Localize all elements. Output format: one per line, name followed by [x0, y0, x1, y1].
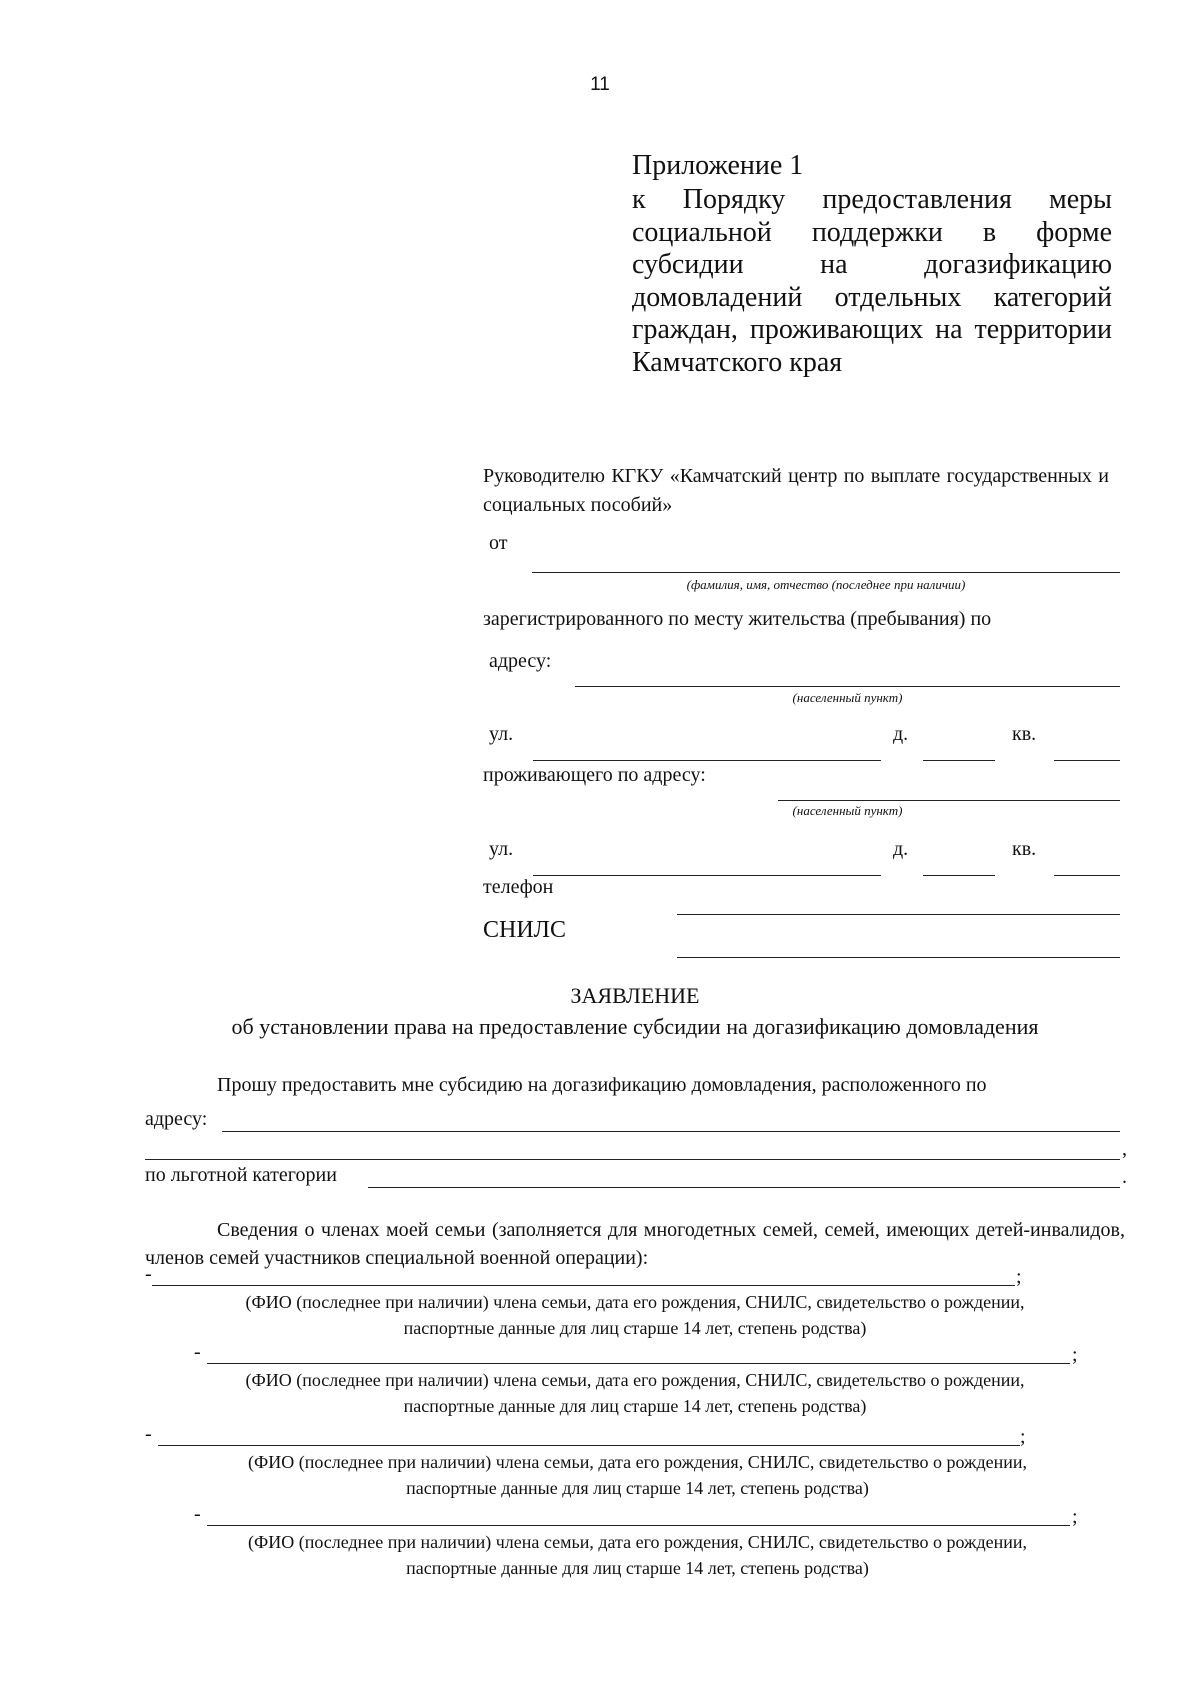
- member-3-end: ;: [1020, 1426, 1026, 1448]
- member-2-field[interactable]: [207, 1363, 1070, 1364]
- member-1-end: ;: [1016, 1266, 1022, 1288]
- member-4-caption-line-2: паспортные данные для лиц старше 14 лет, степень родства): [406, 1558, 869, 1578]
- applicant-name-field[interactable]: [532, 572, 1120, 573]
- registered-label: зарегистрированного по месту жительства (пребывания) по: [483, 608, 992, 630]
- page-number: 11: [590, 74, 610, 95]
- member-2-caption-line-2: паспортные данные для лиц старше 14 лет, степень родства): [403, 1396, 867, 1416]
- category-label: по льготной категории: [145, 1164, 337, 1186]
- residing-street-label: ул.: [489, 838, 514, 860]
- name-caption: (фамилия, имя, отчество (последнее при наличии): [686, 577, 966, 592]
- member-4-field[interactable]: [207, 1525, 1070, 1526]
- member-3-caption-line-2: паспортные данные для лиц старше 14 лет, степень родства): [406, 1478, 869, 1498]
- residing-house-label: д.: [893, 838, 909, 860]
- member-1-dash: -: [145, 1263, 152, 1285]
- statement-title: ЗАЯВЛЕНИЕ: [570, 983, 700, 1008]
- member-4-end: ;: [1072, 1506, 1078, 1528]
- member-3-dash: -: [145, 1423, 152, 1445]
- phone-label: телефон: [483, 876, 554, 898]
- registered-street-field[interactable]: [533, 760, 881, 761]
- member-2-caption-line-1: (ФИО (последнее при наличии) члена семьи, дата его рождения, СНИЛС, свидетельство о рождении,: [245, 1370, 1025, 1390]
- member-2-end: ;: [1072, 1344, 1078, 1366]
- category-field[interactable]: [368, 1187, 1120, 1188]
- member-4-dash: -: [194, 1503, 201, 1525]
- member-1-caption-line-1: (ФИО (последнее при наличии) члена семьи, дата его рождения, СНИЛС, свидетельство о рождении,: [245, 1292, 1025, 1312]
- snils-field[interactable]: [677, 957, 1120, 958]
- registered-apartment-label: кв.: [1012, 723, 1037, 745]
- residing-house-field[interactable]: [923, 875, 995, 876]
- member-3-caption-line-1: (ФИО (последнее при наличии) члена семьи, дата его рождения, СНИЛС, свидетельство о рождении,: [248, 1452, 1027, 1472]
- registered-house-label: д.: [893, 723, 909, 745]
- residing-locality-caption: (населенный пункт): [792, 803, 903, 818]
- member-1-caption-line-2: паспортные данные для лиц старше 14 лет, степень родства): [403, 1318, 867, 1338]
- residing-apartment-label: кв.: [1012, 838, 1037, 860]
- appendix-title: Приложение 1: [632, 150, 804, 181]
- family-members-paragraph: Сведения о членах моей семьи (заполняется для многодетных семей, семей, имеющих детей-инвалидов, членов семей участников специальной военной операции):: [145, 1219, 1125, 1269]
- property-address-label: адресу:: [145, 1108, 208, 1130]
- from-label: от: [489, 532, 508, 554]
- registered-locality-field[interactable]: [575, 686, 1120, 687]
- appendix-reference: к Порядку предоставления меры социальной поддержки в форме субсидии на догазификацию домовладений отдельных категорий граждан, проживающих на территории Камчатского края: [632, 184, 1112, 378]
- phone-field[interactable]: [677, 914, 1120, 915]
- member-4-caption-line-1: (ФИО (последнее при наличии) члена семьи, дата его рождения, СНИЛС, свидетельство о рождении,: [248, 1532, 1027, 1552]
- snils-label: СНИЛС: [483, 917, 566, 943]
- residing-apartment-field[interactable]: [1054, 875, 1120, 876]
- registered-house-field[interactable]: [923, 760, 995, 761]
- registered-street-label: ул.: [489, 723, 514, 745]
- property-address-field[interactable]: [222, 1131, 1120, 1132]
- registered-address-label: адресу:: [489, 650, 552, 672]
- residing-street-field[interactable]: [533, 875, 881, 876]
- residing-label: проживающего по адресу:: [483, 764, 706, 786]
- statement-subtitle: об установлении права на предоставление субсидии на догазификацию домовладения: [231, 1014, 1039, 1039]
- member-1-field[interactable]: [152, 1285, 1015, 1286]
- property-address-field-continued[interactable]: [145, 1159, 1120, 1160]
- address-comma: ,: [1122, 1138, 1127, 1160]
- member-3-field[interactable]: [158, 1445, 1020, 1446]
- member-2-dash: -: [194, 1341, 201, 1363]
- registered-apartment-field[interactable]: [1054, 760, 1120, 761]
- addressee: Руководителю КГКУ «Камчатский центр по выплате государственных и социальных пособий»: [483, 465, 1109, 516]
- request-paragraph: Прошу предоставить мне субсидию на догазификацию домовладения, расположенного по: [217, 1074, 987, 1096]
- registered-locality-caption: (населенный пункт): [792, 690, 903, 705]
- residing-locality-field[interactable]: [778, 800, 1120, 801]
- category-period: .: [1122, 1166, 1127, 1188]
